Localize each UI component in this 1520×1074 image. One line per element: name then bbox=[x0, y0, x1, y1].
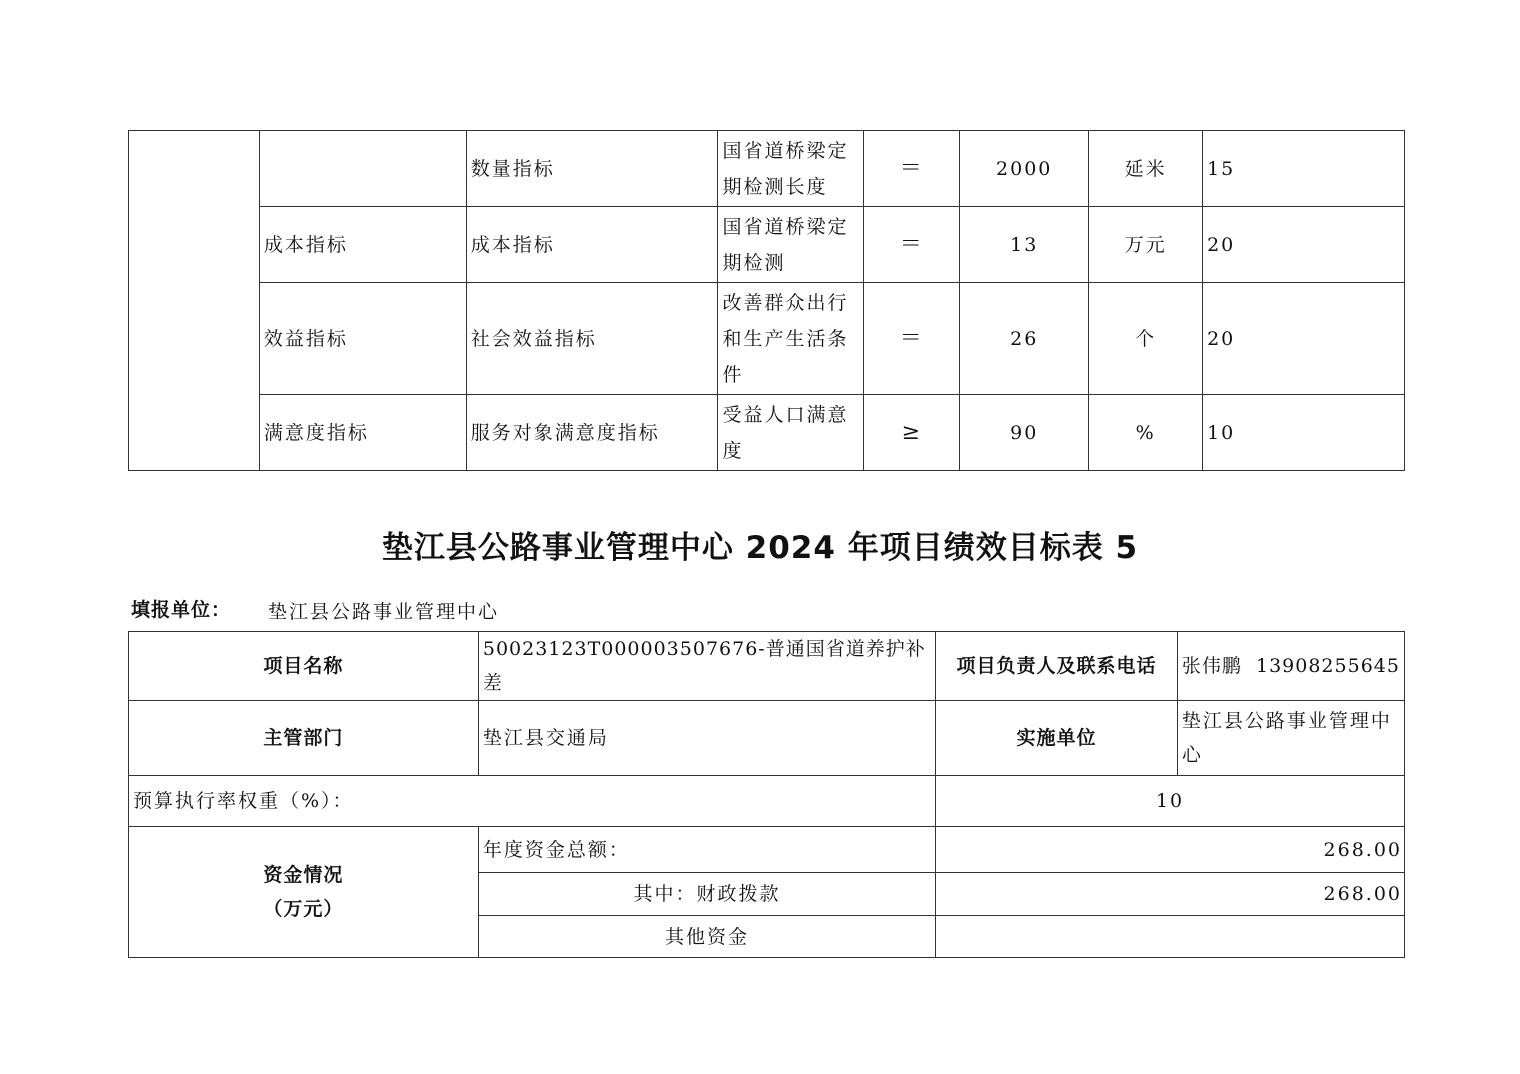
unit-cell: 万元 bbox=[1089, 207, 1203, 283]
unit-cell: 延米 bbox=[1089, 131, 1203, 207]
fund-label-line2: （万元） bbox=[263, 898, 344, 920]
indicator-name-cell: 国省道桥梁定期检测 bbox=[718, 207, 864, 283]
filler-unit-label: 填报单位： bbox=[131, 599, 232, 621]
project-name-value: 50023123T000003507676-普通国省道养护补差 bbox=[478, 632, 935, 701]
page-title: 垫江县公路事业管理中心 2024 年项目绩效目标表 5 bbox=[381, 530, 1139, 566]
level3-cell: 数量指标 bbox=[466, 131, 718, 207]
table-row bbox=[129, 701, 1405, 776]
level1-cell bbox=[129, 131, 260, 471]
dept-value: 垫江县交通局 bbox=[478, 701, 935, 776]
table-row bbox=[129, 283, 1405, 395]
indicator-table bbox=[128, 130, 1405, 471]
fund-label bbox=[129, 827, 479, 958]
weight-cell: 15 bbox=[1203, 131, 1405, 207]
impl-label: 实施单位 bbox=[936, 701, 1178, 776]
indicator-name-cell: 受益人口满意度 bbox=[718, 395, 864, 471]
annual-total-label: 年度资金总额： bbox=[478, 827, 935, 873]
fund-label-line1: 资金情况 bbox=[263, 864, 344, 886]
budget-rate-label: 预算执行率权重（%）： bbox=[129, 776, 936, 827]
level2-cell: 满意度指标 bbox=[259, 395, 466, 471]
value-cell: 26 bbox=[960, 283, 1089, 395]
manager-value: 张伟鹏 13908255645 bbox=[1177, 632, 1404, 701]
indicator-name-cell: 改善群众出行和生产生活条件 bbox=[718, 283, 864, 395]
weight-cell: 20 bbox=[1203, 207, 1405, 283]
weight-cell: 10 bbox=[1203, 395, 1405, 471]
table-row bbox=[129, 632, 1405, 701]
level2-cell bbox=[259, 131, 466, 207]
operator-cell: ＝ bbox=[864, 207, 960, 283]
budget-rate-value: 10 bbox=[936, 776, 1405, 827]
level2-cell: 成本指标 bbox=[259, 207, 466, 283]
annual-total-value: 268.00 bbox=[936, 827, 1405, 873]
table-row bbox=[129, 207, 1405, 283]
level2-cell: 效益指标 bbox=[259, 283, 466, 395]
value-cell: 13 bbox=[960, 207, 1089, 283]
indicator-name-cell: 国省道桥梁定期检测长度 bbox=[718, 131, 864, 207]
operator-cell: ＝ bbox=[864, 131, 960, 207]
table-row bbox=[129, 827, 1405, 873]
operator-cell: ＝ bbox=[864, 283, 960, 395]
impl-value: 垫江县公路事业管理中心 bbox=[1177, 701, 1404, 776]
other-fund-label: 其他资金 bbox=[478, 916, 935, 958]
project-info-table bbox=[128, 631, 1405, 958]
manager-label: 项目负责人及联系电话 bbox=[936, 632, 1178, 701]
table-row bbox=[129, 395, 1405, 471]
dept-label: 主管部门 bbox=[129, 701, 479, 776]
fiscal-label: 其中：财政拨款 bbox=[478, 873, 935, 916]
value-cell: 90 bbox=[960, 395, 1089, 471]
level3-cell: 服务对象满意度指标 bbox=[466, 395, 718, 471]
table-row bbox=[129, 776, 1405, 827]
filler-unit-value: 垫江县公路事业管理中心 bbox=[268, 601, 500, 623]
value-cell: 2000 bbox=[960, 131, 1089, 207]
filler-unit bbox=[131, 595, 500, 623]
unit-cell: 个 bbox=[1089, 283, 1203, 395]
fiscal-value: 268.00 bbox=[936, 873, 1405, 916]
level3-cell: 社会效益指标 bbox=[466, 283, 718, 395]
table-row bbox=[129, 131, 1405, 207]
operator-cell: ≥ bbox=[864, 395, 960, 471]
other-fund-value bbox=[936, 916, 1405, 958]
level3-cell: 成本指标 bbox=[466, 207, 718, 283]
unit-cell: % bbox=[1089, 395, 1203, 471]
weight-cell: 20 bbox=[1203, 283, 1405, 395]
project-name-label: 项目名称 bbox=[129, 632, 479, 701]
